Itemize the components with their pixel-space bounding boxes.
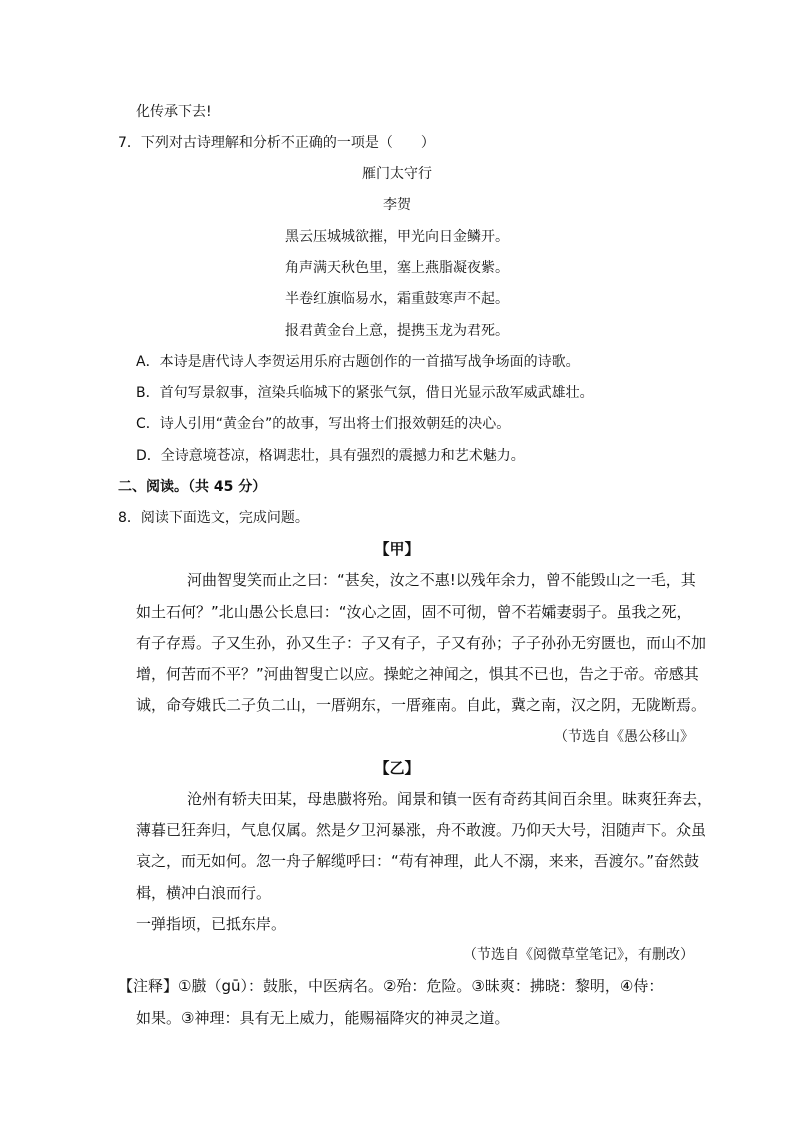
passage-yi-line: 薄暮已狂奔归，气息仅属。然是夕卫河暴涨，舟不敢渡。乃仰天大号，泪随声下。众虽 bbox=[136, 821, 707, 839]
passage-jia-source: （节选自《愚公移山》 bbox=[554, 729, 694, 745]
passage-yi-line: 沧州有轿夫田某，母患臌将殆。闻景和镇一医有奇药其间百余里。昧爽狂奔去， bbox=[187, 790, 713, 808]
poem-line: 报君黄金台上意，提携玉龙为君死。 bbox=[285, 323, 509, 339]
poem-author: 李贺 bbox=[383, 197, 411, 213]
poem-line: 黑云压城城欲摧，甲光向日金鳞开。 bbox=[285, 229, 509, 245]
question-8-stem: 8．阅读下面选文，完成问题。 bbox=[118, 510, 309, 526]
option-a: A．本诗是唐代诗人李贺运用乐府古题创作的一首描写战争场面的诗歌。 bbox=[136, 354, 580, 370]
section-heading: 二、阅读。（共 45 分） bbox=[118, 479, 267, 495]
passage-jia-heading: 【甲】 bbox=[374, 540, 420, 558]
option-d: D．全诗意境苍凉，格调悲壮，具有强烈的震撼力和艺术魅力。 bbox=[136, 448, 525, 464]
question-7-stem: 7．下列对古诗理解和分析不正确的一项是（ ） bbox=[118, 135, 435, 151]
passage-yi-source: （节选自《阅微草堂笔记》，有删改） bbox=[463, 947, 694, 963]
passage-yi-line: 楫，横冲白浪而行。 bbox=[136, 884, 272, 902]
option-c: C．诗人引用“黄金台”的故事，写出将士们报效朝廷的决心。 bbox=[136, 416, 511, 432]
poem-line: 半卷红旗临易水，霜重鼓寒声不起。 bbox=[285, 291, 509, 307]
notes-line: 如果。③神理：具有无上威力，能赐福降灾的神灵之道。 bbox=[136, 1009, 510, 1027]
poem-title: 雁门太守行 bbox=[362, 166, 432, 182]
passage-jia-line: 诚，命夸娥氏二子负二山，一厝朔东，一厝雍南。自此，冀之南，汉之阴，无陇断焉。 bbox=[136, 696, 707, 714]
poem-line: 角声满天秋色里，塞上燕脂凝夜紫。 bbox=[285, 260, 509, 276]
passage-jia-line: 有子存焉。子又生孙，孙又生子：子又有子，子又有孙；子子孙孙无穷匮也，而山不加 bbox=[136, 634, 707, 652]
notes-line: 【注释】①臌（gū）：鼓胀，中医病名。②殆：危险。③昧爽：拂晓：黎明，④侍： bbox=[118, 977, 664, 995]
passage-jia-line: 如土石何？”北山愚公长息曰：“汝心之固，固不可彻，曾不若孀妻弱子。虽我之死， bbox=[136, 603, 692, 621]
continuation-text: 化传承下去! bbox=[136, 104, 212, 120]
option-b: B．首句写景叙事，渲染兵临城下的紧张气氛，借日光显示敌军威武雄壮。 bbox=[136, 385, 594, 401]
passage-jia-line: 河曲智叟笑而止之曰：“甚矣，汝之不惠!以残年余力，曾不能毁山之一毛，其 bbox=[187, 571, 696, 589]
passage-yi-line: 一弹指顷，已抵东岸。 bbox=[136, 915, 287, 933]
passage-jia-line: 增，何苦而不平？”河曲智叟亡以应。操蛇之神闻之，惧其不已也，告之于帝。帝感其 bbox=[136, 665, 699, 683]
passage-yi-heading: 【乙】 bbox=[374, 759, 420, 777]
passage-yi-line: 哀之，而无如何。忽一舟子解缆呼曰：“苟有神理，此人不溺，来来，吾渡尔。”奋然鼓 bbox=[136, 852, 700, 870]
